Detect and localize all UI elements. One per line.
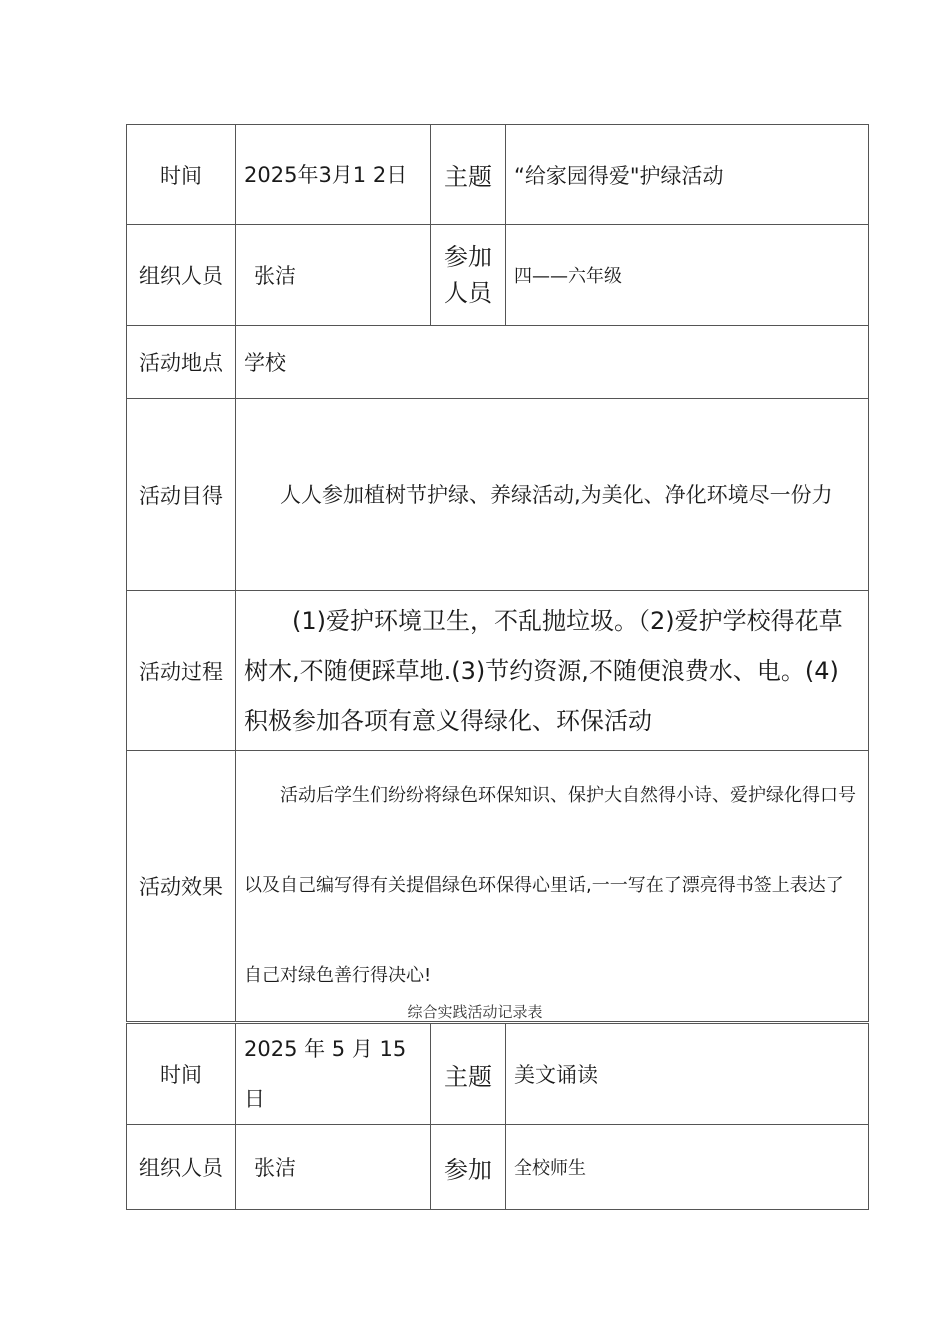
purpose-value: 人人参加植树节护绿、养绿活动,为美化、净化环境尽一份力 (236, 399, 869, 591)
row-process (127, 591, 869, 751)
participants-label: 参加人员 (431, 225, 506, 326)
time-value: 2025 年 5 月 15 日 (236, 1024, 431, 1125)
time-label: 时间 (127, 1024, 236, 1125)
activity-record-table-1 (126, 124, 869, 1022)
row-time (127, 125, 869, 225)
activity-record-table-2 (126, 1023, 869, 1210)
row-organizer (127, 225, 869, 326)
organizer-label: 组织人员 (127, 225, 236, 326)
row-effect (127, 751, 869, 1022)
participants-label: 参加 (431, 1125, 506, 1210)
row-purpose (127, 399, 869, 591)
organizer-value: 张洁 (236, 225, 431, 326)
location-value: 学校 (236, 326, 869, 399)
process-value: (1)爱护环境卫生，不乱抛垃圾。（2)爱护学校得花草树木,不随便踩草地.(3)节约资源,不随便浪费水、电。(4)积极参加各项有意义得绿化、环保活动 (236, 591, 869, 751)
row-location (127, 326, 869, 399)
participants-value: 全校师生 (506, 1125, 869, 1210)
table-caption: 综合实践活动记录表 (407, 1003, 543, 1021)
participants-value: 四——六年级 (506, 225, 869, 326)
theme-label: 主题 (431, 1024, 506, 1125)
organizer-label: 组织人员 (127, 1125, 236, 1210)
process-label: 活动过程 (127, 591, 236, 751)
row-time (127, 1024, 869, 1125)
theme-value: “给家园得爱"护绿活动 (506, 125, 869, 225)
time-value: 2025年3月1 2日 (236, 125, 431, 225)
theme-label: 主题 (431, 125, 506, 225)
purpose-label: 活动目得 (127, 399, 236, 591)
organizer-value: 张洁 (236, 1125, 431, 1210)
location-label: 活动地点 (127, 326, 236, 399)
effect-label: 活动效果 (127, 751, 236, 1022)
time-label: 时间 (127, 125, 236, 225)
effect-value: 活动后学生们纷纷将绿色环保知识、保护大自然得小诗、爱护绿化得口号以及自己编写得有关提倡绿色环保得心里话,一一写在了漂亮得书签上表达了自己对绿色善行得决心! (236, 751, 869, 1022)
row-organizer (127, 1125, 869, 1210)
theme-value: 美文诵读 (506, 1024, 869, 1125)
